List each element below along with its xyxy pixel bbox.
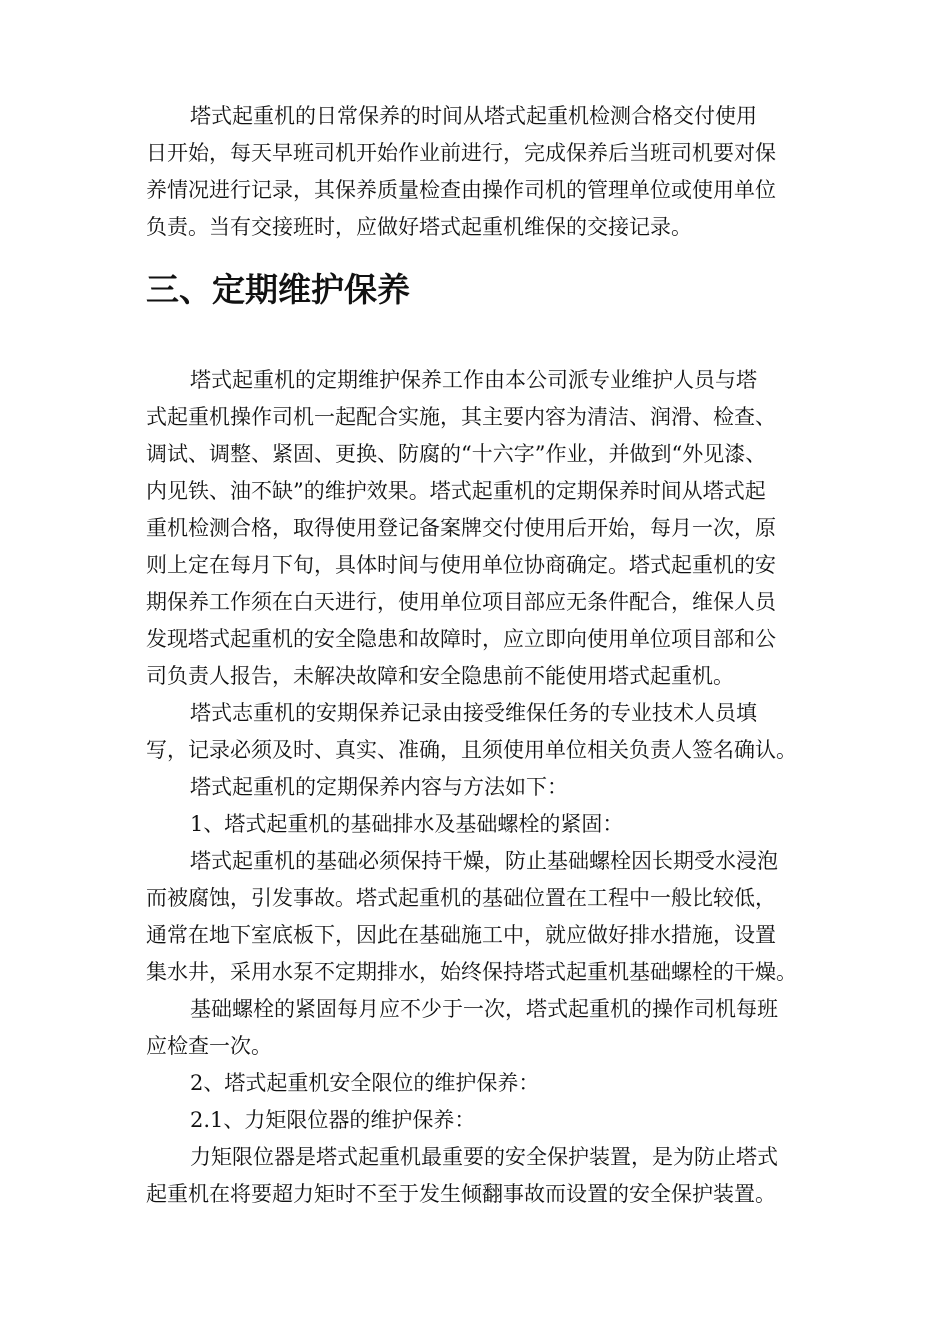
paragraph-foundation-drainage: [146, 843, 820, 991]
text-line: 写，记录必须及时、真实、准确，且须使用单位相关负责人签名确认。: [146, 738, 797, 762]
paragraph-content-intro: 塔式起重机的定期保养内容与方法如下：: [190, 775, 568, 799]
text-line: 则上定在每月下旬，具体时间与使用单位协商确定。塔式起重机的安: [146, 553, 776, 577]
text-line: 塔式起重机的日常保养的时间从塔式起重机检测合格交付使用: [190, 104, 757, 128]
text-line: 期保养工作须在白天进行，使用单位项目部应无条件配合，维保人员: [146, 590, 776, 614]
text-line: 内见铁、油不缺”的维护效果。塔式起重机的定期保养时间从塔式起: [146, 479, 766, 503]
text-line: 养情况进行记录，其保养质量检查由操作司机的管理单位或使用单位: [146, 178, 776, 202]
text-line: 塔式志重机的安期保养记录由接受维保任务的专业技术人员填: [190, 701, 757, 725]
item-2-title: 2、塔式起重机安全限位的维护保养：: [190, 1071, 540, 1095]
text-line: 塔式起重机的定期维护保养工作由本公司派专业维护人员与塔: [190, 368, 757, 392]
text-line: 重机检测合格，取得使用登记备案牌交付使用后开始，每月一次，原: [146, 516, 776, 540]
text-line: 塔式起重机的基础必须保持干燥，防止基础螺栓因长期受水浸泡: [190, 849, 778, 873]
paragraph-bolt-tightening: [146, 991, 820, 1065]
text-line: 发现塔式起重机的安全隐患和故障时，应立即向使用单位项目部和公: [146, 627, 776, 651]
paragraph-maintenance-records: [146, 695, 820, 769]
item-1-title: 1、塔式起重机的基础排水及基础螺栓的紧固：: [190, 812, 624, 836]
text-line: 集水井，采用水泵不定期排水，始终保持塔式起重机基础螺栓的干燥。: [146, 960, 797, 984]
section-heading: 三、定期维护保养: [146, 270, 410, 309]
text-line: 式起重机操作司机一起配合实施，其主要内容为清洁、润滑、检查、: [146, 405, 776, 429]
text-line: 日开始，每天早班司机开始作业前进行，完成保养后当班司机要对保: [146, 141, 776, 165]
text-line: 基础螺栓的紧固每月应不少于一次，塔式起重机的操作司机每班: [190, 997, 778, 1021]
text-line: 司负责人报告，未解决故障和安全隐患前不能使用塔式起重机。: [146, 664, 734, 688]
item-2-1-title: 2.1、力矩限位器的维护保养：: [190, 1108, 476, 1132]
text-line: 通常在地下室底板下，因此在基础施工中，就应做好排水措施，设置: [146, 923, 776, 947]
text-line: 调试、调整、紧固、更换、防腐的“十六字”作业，并做到“外见漆、: [146, 442, 767, 466]
text-line: 负责。当有交接班时，应做好塔式起重机维保的交接记录。: [146, 215, 692, 239]
text-line: 而被腐蚀，引发事故。塔式起重机的基础位置在工程中一般比较低，: [146, 886, 776, 910]
paragraph-periodic-maintenance: [146, 362, 820, 695]
text-line: 应检查一次。: [146, 1034, 272, 1058]
text-line: 起重机在将要超力矩时不至于发生倾翻事故而设置的安全保护装置。: [146, 1182, 776, 1206]
paragraph-torque-limiter: [146, 1139, 820, 1213]
text-line: 力矩限位器是塔式起重机最重要的安全保护装置，是为防止塔式: [190, 1145, 778, 1169]
document-page: [146, 98, 820, 1213]
paragraph-daily-maintenance: [146, 98, 820, 246]
